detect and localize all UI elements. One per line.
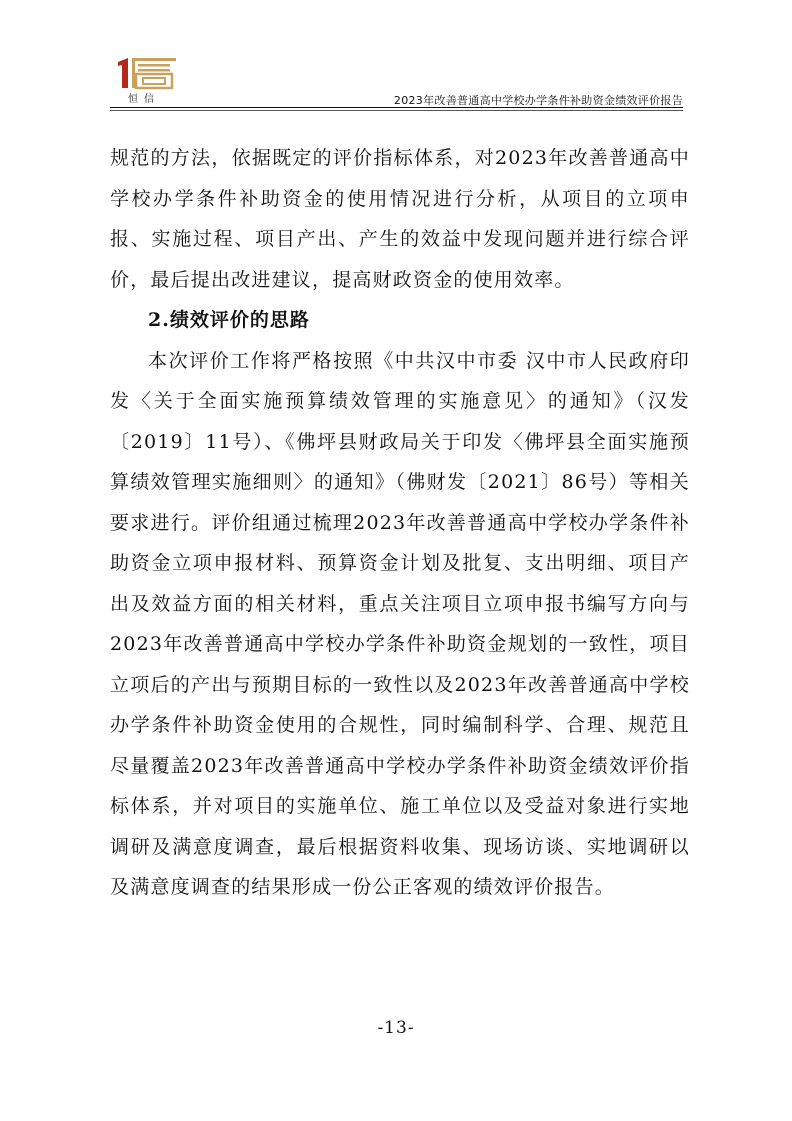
header-title: 2023年改善普通高中学校办学条件补助资金绩效评价报告 [393,94,683,107]
body-paragraph: 规范的方法，依据既定的评价指标体系，对2023年改善普通高中学校办学条件补助资金的使用情况进行分析，从项目的立项申报、实施过程、项目产出、产生的效益中发现问题并进行综合评价，最后提出改进建议，提高财政资金的使用效率。 [110,147,690,291]
header-divider [110,107,683,108]
logo-text: 恒信 [128,94,160,105]
header-divider-thin [110,110,683,111]
page-content [110,138,690,908]
section-heading: 2.绩效评价的思路 [148,309,310,331]
page-number: -13- [377,1018,415,1038]
page-header [110,52,683,108]
body-paragraph: 本次评价工作将严格按照《中共汉中市委 汉中市人民政府印发〈关于全面实施预算绩效管理的实施意见〉的通知》（汉发〔2019〕11号）、《佛坪县财政局关于印发〈佛坪县全面实施预算绩效管理实施细则〉的通知》（佛财发〔2021〕86号）等相关要求进行。评价组通过梳理2023年改善普通高中学校办学条件补助资金立项申报材料、预算资金计划及批复、支出明细、项目产出及效益方面的相关材料，重点关注项目立项申报书编写方向与2023年改善普通高中学校办学条件补助资金规划的一致性，项目立项后的产出与预期目标的一致性以及2023年改善普通高中学校办学条件补助资金使用的合规性，同时编制科学、合理、规范且尽量覆盖2023年改善普通高中学校办学条件补助资金绩效评价指标体系，并对项目的实施单位、施工单位以及受益对象进行实地调研及满意度调查，最后根据资料收集、现场访谈、实地调研以及满意度调查的结果形成一份公正客观的绩效评价报告。 [110,349,690,898]
